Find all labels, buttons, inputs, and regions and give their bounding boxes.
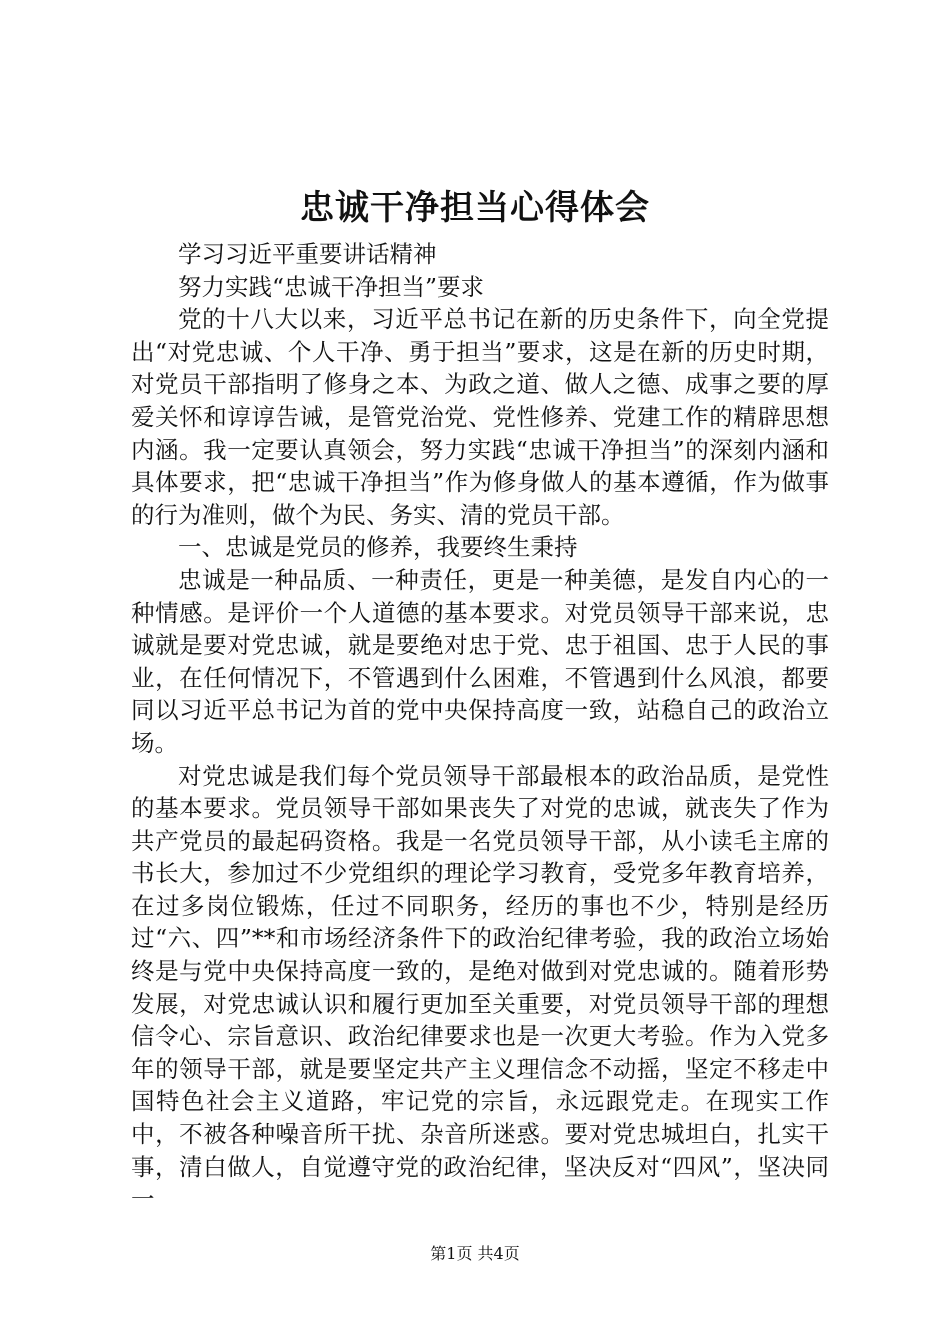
document-body — [131, 238, 829, 1216]
section-heading-1: 一、忠诚是党员的修养，我要终生秉持 — [178, 533, 578, 562]
paragraph-intro: 党的十八大以来，习近平总书记在新的历史条件下，向全党提出“对党忠诚、个人干净、勇于担当”要求，这是在新的历史时期，对党员干部指明了修身之本、为政之道、做人之德、成事之要的厚爱关怀和谆谆告诫，是管党治党、党性修养、党建工作的精辟思想内涵。我一定要认真领会，努力实践“忠诚干净担当”的深刻内涵和具体要求，把“忠诚干净担当”作为修身做人的基本遵循，作为做事的行为准则，做个为民、务实、清的党员干部。 — [131, 305, 829, 529]
subtitle-line-1: 学习习近平重要讲话精神 — [178, 240, 437, 268]
subtitle-line-2: 努力实践“忠诚干净担当”要求 — [178, 272, 485, 301]
page-footer: 第1页 共4页 — [430, 1244, 520, 1263]
paragraph-loyalty: 忠诚是一种品质、一种责任，更是一种美德，是发自内心的一种情感。是评价一个人道德的基本要求。对党员领导干部来说，忠诚就是要对党忠诚，就是要绝对忠于党、忠于祖国、忠于人民的事业，在任何情况下，不管遇到什么困难，不管遇到什么风浪，都要同以习近平总书记为首的党中央保持高度一致，站稳自己的政治立场。 — [131, 565, 829, 757]
document-title: 忠诚干净担当心得体会 — [300, 188, 650, 228]
paragraph-party-loyalty: 对党忠诚是我们每个党员领导干部最根本的政治品质，是党性的基本要求。党员领导干部如果丧失了对党的忠诚，就丧失了作为共产党员的最起码资格。我是一名党员领导干部，从小读毛主席的书长大，参加过不少党组织的理论学习教育，受党多年教育培养，在过多岗位锻炼，任过不同职务，经历的事也不少，特别是经历过“六、四”**和市场经济条件下的政治纪律考验，我的政治立场始终是与党中央保持高度一致的，是绝对做到对党忠诚的。随着形势发展，对党忠诚认识和履行更加至关重要，对党员领导干部的理想信令心、宗旨意识、政治纪律要求也是一次更大考验。作为入党多年的领导干部，就是要坚定共产主义理信念不动摇，坚定不移走中国特色社会主义道路，牢记党的宗旨，永远跟党走。在现实工作中，不被各种噪音所干扰、杂音所迷惑。要对党忠城坦白，扎实干事，清白做人，自觉遵守党的政治纪律，坚决反对“四风”，坚决同一 — [131, 761, 829, 1214]
